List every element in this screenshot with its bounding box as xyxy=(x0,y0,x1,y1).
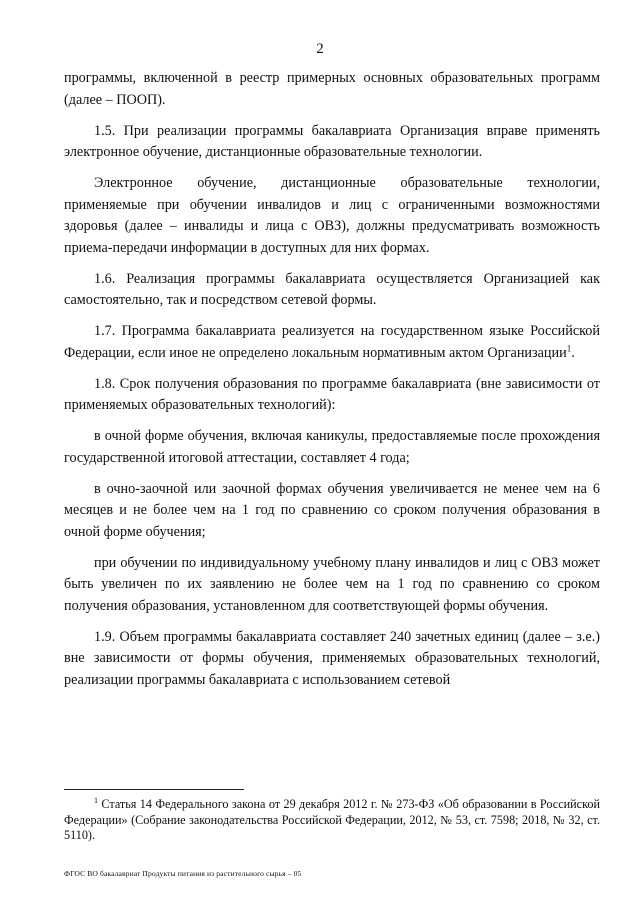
paragraph-1-5: 1.5. При реализации программы бакалавриата Организация вправе применять электронное обучение, дистанционные образовательные технологии. xyxy=(64,122,600,160)
paragraph-individual-plan: при обучении по индивидуальному учебному плану инвалидов и лиц с ОВЗ может быть увеличен по их заявлению не более чем на 1 год по сравнению со сроком получения образования, установленном для соответствующей формы обучения. xyxy=(64,554,600,614)
paragraph-full-time: в очной форме обучения, включая каникулы, предоставляемые после прохождения государственной итоговой аттестации, составляет 4 года; xyxy=(64,428,600,466)
footnote xyxy=(64,797,600,844)
paragraph-intro: программы, включенной в реестр примерных основных образовательных программ (далее – ПООП). xyxy=(64,70,600,108)
paragraph-part-time: в очно-заочной или заочной формах обучения увеличивается не менее чем на 6 месяцев и не более чем на 1 год по сравнению со сроком получения образования в очной форме обучения; xyxy=(64,480,600,540)
paragraph-1-6: 1.6. Реализация программы бакалавриата осуществляется Организацией как самостоятельно, так и посредством сетевой формы. xyxy=(64,270,600,308)
footnote-marker: 1 xyxy=(94,795,98,805)
paragraph-1-7 xyxy=(64,321,600,364)
page-number: 2 xyxy=(316,41,324,57)
footnote-text: Статья 14 Федерального закона от 29 декабря 2012 г. № 273-ФЗ «Об образовании в Российской Федерации» (Собрание законодательства Российской Федерации, 2012, № 53, ст. 7598; 2018, № 32, ст. 5110). xyxy=(64,797,600,842)
footnote-reference: 1 xyxy=(566,342,572,353)
paragraph-1-9: 1.9. Объем программы бакалавриата составляет 240 зачетных единиц (далее – з.е.) вне зависимости от формы обучения, применяемых образовательных технологий, реализации программы бакалавриата с использованием сетевой xyxy=(64,628,600,688)
paragraph-1-7-text: 1.7. Программа бакалавриата реализуется на государственном языке Российской Федерации, если иное не определено локальным нормативным актом Организации xyxy=(64,323,600,361)
footnote-rule xyxy=(64,789,244,790)
page-footer: ФГОС ВО бакалавриат Продукты питания из растительного сырья – 05 xyxy=(64,869,302,878)
paragraph-electronic-learning: Электронное обучение, дистанционные образовательные технологии, применяемые при обучении инвалидов и лиц с ограниченными возможностями здоровья (далее – инвалиды и лица с ОВЗ), должны предусматривать возможность приема-передачи информации в доступных для них формах. xyxy=(64,175,600,256)
paragraph-1-8: 1.8. Срок получения образования по программе бакалавриата (вне зависимости от применяемых образовательных технологий): xyxy=(64,375,600,413)
paragraph-1-7-tail: . xyxy=(571,344,575,361)
document-body xyxy=(64,68,600,701)
